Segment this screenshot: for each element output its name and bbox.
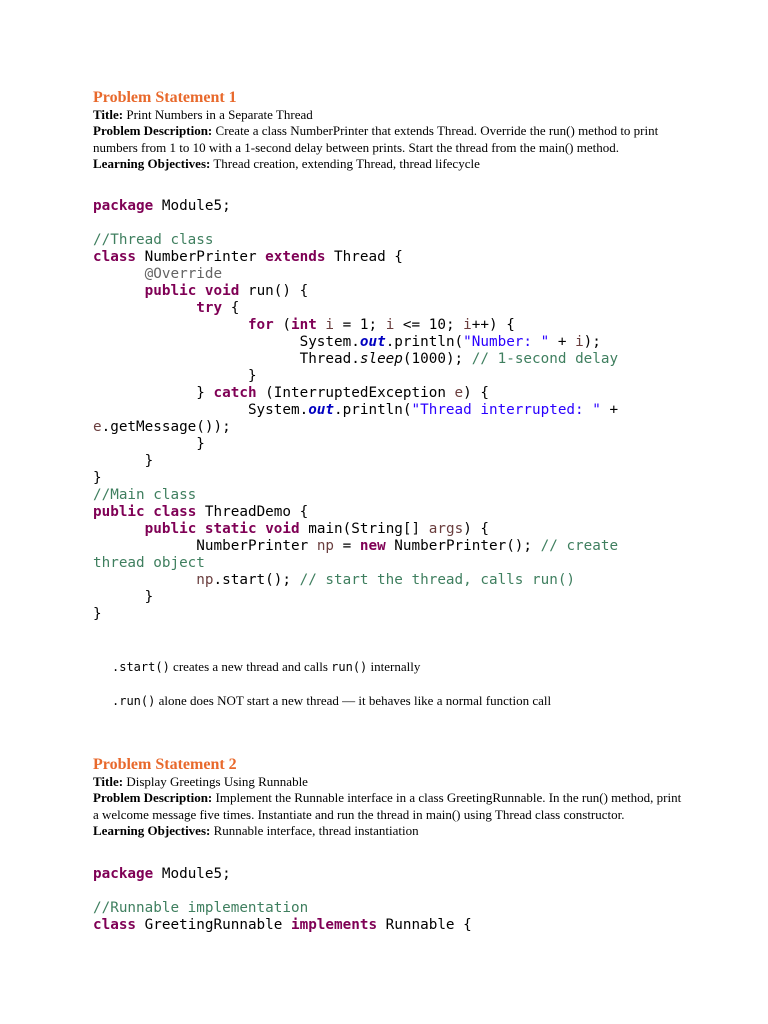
code-line xyxy=(93,436,753,453)
code-text: Runnable { xyxy=(377,917,472,933)
code-line xyxy=(93,351,753,368)
code-text: System. xyxy=(299,334,360,350)
code-block-2 xyxy=(93,866,753,934)
objectives-label: Learning Objectives: xyxy=(93,155,211,171)
code-local-var: i xyxy=(385,317,395,333)
code-text: + xyxy=(549,334,576,350)
code-line xyxy=(93,555,753,572)
code-line xyxy=(93,504,753,521)
code-comment: //Main class xyxy=(93,487,197,503)
code-text: Module5; xyxy=(153,198,231,214)
code-comment: // 1-second delay xyxy=(471,351,619,367)
code-text: ) { xyxy=(463,521,490,537)
code-local-var: np xyxy=(316,538,335,554)
code-line xyxy=(93,487,753,504)
code-text: } xyxy=(247,368,257,384)
code-line xyxy=(93,334,753,351)
problem-1-meta xyxy=(93,107,683,172)
code-string: "Thread interrupted: " xyxy=(411,402,601,418)
code-method: sleep xyxy=(359,351,403,367)
note-text: alone does NOT start a new thread — it behaves like a normal function call xyxy=(155,693,552,708)
code-text: ThreadDemo { xyxy=(196,504,309,520)
problem-2-description: Implement the Runnable interface in a class GreetingRunnable. In the run() method, print a welcome message five times. Instantiate and run the thread in main() using Thread class constructor. xyxy=(93,790,682,822)
description-label: Problem Description: xyxy=(93,790,213,806)
code-keyword: class xyxy=(153,504,197,520)
code-line xyxy=(93,249,753,266)
code-keyword: implements xyxy=(290,917,378,933)
code-text: .println( xyxy=(385,334,464,350)
problem-1-title-line xyxy=(93,107,683,123)
code-line xyxy=(93,521,753,538)
code-line xyxy=(93,866,753,883)
code-text: (1000); xyxy=(402,351,472,367)
problem-2-description-line xyxy=(93,790,683,823)
inline-code: .start() xyxy=(112,660,170,674)
objectives-label: Learning Objectives: xyxy=(93,822,211,838)
code-annotation: @Override xyxy=(144,266,223,282)
title-label: Title: xyxy=(93,107,124,122)
code-text: ++) { xyxy=(471,317,515,333)
code-text: + xyxy=(600,402,619,418)
code-comment: // start the thread, calls run() xyxy=(299,572,576,588)
code-keyword: void xyxy=(204,283,240,299)
code-text: <= 10; xyxy=(394,317,464,333)
code-line xyxy=(93,283,753,300)
code-text: } xyxy=(196,436,205,452)
code-text: System. xyxy=(247,402,309,418)
code-text: Module5; xyxy=(153,866,231,882)
code-keyword: int xyxy=(290,317,317,333)
code-text: } xyxy=(93,470,102,486)
problem-1-heading: Problem Statement 1 xyxy=(93,89,237,106)
code-text: ) { xyxy=(463,385,489,401)
code-text: NumberPrinter xyxy=(196,538,317,554)
code-local-var: e xyxy=(454,385,464,401)
code-line-blank xyxy=(93,883,753,900)
code-line xyxy=(93,538,753,555)
code-keyword: catch xyxy=(213,385,257,401)
code-keyword: package xyxy=(93,866,154,882)
code-text: .println( xyxy=(334,402,412,418)
code-line xyxy=(93,266,753,283)
code-text: = 1; xyxy=(334,317,386,333)
description-label: Problem Description: xyxy=(93,123,213,139)
note-start xyxy=(112,659,420,675)
title-label: Title: xyxy=(93,774,124,789)
code-line xyxy=(93,589,753,606)
code-line xyxy=(93,385,753,402)
code-text: } xyxy=(196,385,214,401)
code-text: } xyxy=(144,589,154,605)
inline-code: .run() xyxy=(112,694,156,708)
code-comment: //Runnable implementation xyxy=(93,900,309,916)
code-text: { xyxy=(222,300,240,316)
problem-2-objectives-line xyxy=(93,823,683,839)
code-keyword: public xyxy=(93,504,145,520)
code-text: ); xyxy=(583,334,601,350)
code-text: .start(); xyxy=(213,572,300,588)
problem-2-heading: Problem Statement 2 xyxy=(93,756,237,773)
code-local-var: i xyxy=(575,334,584,350)
code-comment: //Thread class xyxy=(93,232,214,248)
code-line xyxy=(93,402,753,419)
code-keyword: void xyxy=(265,521,300,537)
code-line xyxy=(93,900,753,917)
code-line xyxy=(93,917,753,934)
code-local-var: np xyxy=(196,572,214,588)
code-keyword: extends xyxy=(265,249,326,265)
code-keyword: package xyxy=(93,198,154,214)
code-keyword: for xyxy=(247,317,274,333)
code-text: NumberPrinter(); xyxy=(385,538,541,554)
code-text: main(String[] xyxy=(299,521,429,537)
code-text: GreetingRunnable xyxy=(136,917,291,933)
problem-2-objectives: Runnable interface, thread instantiation xyxy=(213,822,419,838)
code-field: out xyxy=(359,334,386,350)
code-field: out xyxy=(308,402,335,418)
code-string: "Number: " xyxy=(463,334,550,350)
code-local-var: i xyxy=(463,317,472,333)
code-line xyxy=(93,317,753,334)
code-text: (InterruptedException xyxy=(256,385,455,401)
code-text: .getMessage()); xyxy=(101,419,231,435)
code-keyword: static xyxy=(204,521,257,537)
code-local-var: i xyxy=(325,317,335,333)
problem-2-title-line xyxy=(93,774,683,790)
code-line xyxy=(93,419,753,436)
note-text: creates a new thread and calls xyxy=(169,659,332,674)
problem-1-objectives-line xyxy=(93,156,683,172)
code-text: NumberPrinter xyxy=(136,249,266,265)
code-text: ( xyxy=(273,317,291,333)
code-line xyxy=(93,453,753,470)
code-line xyxy=(93,232,753,249)
code-line xyxy=(93,198,753,215)
code-local-var: e xyxy=(93,419,102,435)
code-line xyxy=(93,300,753,317)
code-text: Thread { xyxy=(325,249,403,265)
code-keyword: public xyxy=(144,521,197,537)
code-text: run() { xyxy=(239,283,309,299)
code-keyword: class xyxy=(93,917,137,933)
problem-2-meta xyxy=(93,774,683,839)
code-line xyxy=(93,470,753,487)
code-keyword: new xyxy=(359,538,386,554)
code-line xyxy=(93,368,753,385)
code-keyword: try xyxy=(196,300,223,316)
problem-1-title: Print Numbers in a Separate Thread xyxy=(126,107,313,122)
code-line xyxy=(93,572,753,589)
problem-1-description-line xyxy=(93,123,683,156)
code-text: } xyxy=(93,606,102,622)
code-keyword: class xyxy=(93,249,137,265)
code-line xyxy=(93,606,753,623)
problem-1-objectives: Thread creation, extending Thread, thread lifecycle xyxy=(213,155,480,171)
problem-2-title: Display Greetings Using Runnable xyxy=(126,774,308,789)
inline-code: run() xyxy=(331,660,368,674)
code-line-blank xyxy=(93,215,753,232)
code-text: Thread. xyxy=(299,351,360,367)
code-block-1 xyxy=(93,198,753,623)
code-local-var: args xyxy=(428,521,464,537)
code-text: = xyxy=(334,538,360,554)
code-comment: // create xyxy=(540,538,619,554)
note-text: internally xyxy=(367,659,421,674)
code-comment: thread object xyxy=(93,555,205,571)
problem-1-description: Create a class NumberPrinter that extends Thread. Override the run() method to print numbers from 1 to 10 with a 1-second delay between prints. Start the thread from the main() method. xyxy=(93,123,659,155)
code-text: } xyxy=(144,453,154,469)
code-keyword: public xyxy=(144,283,197,299)
note-run xyxy=(112,693,551,709)
